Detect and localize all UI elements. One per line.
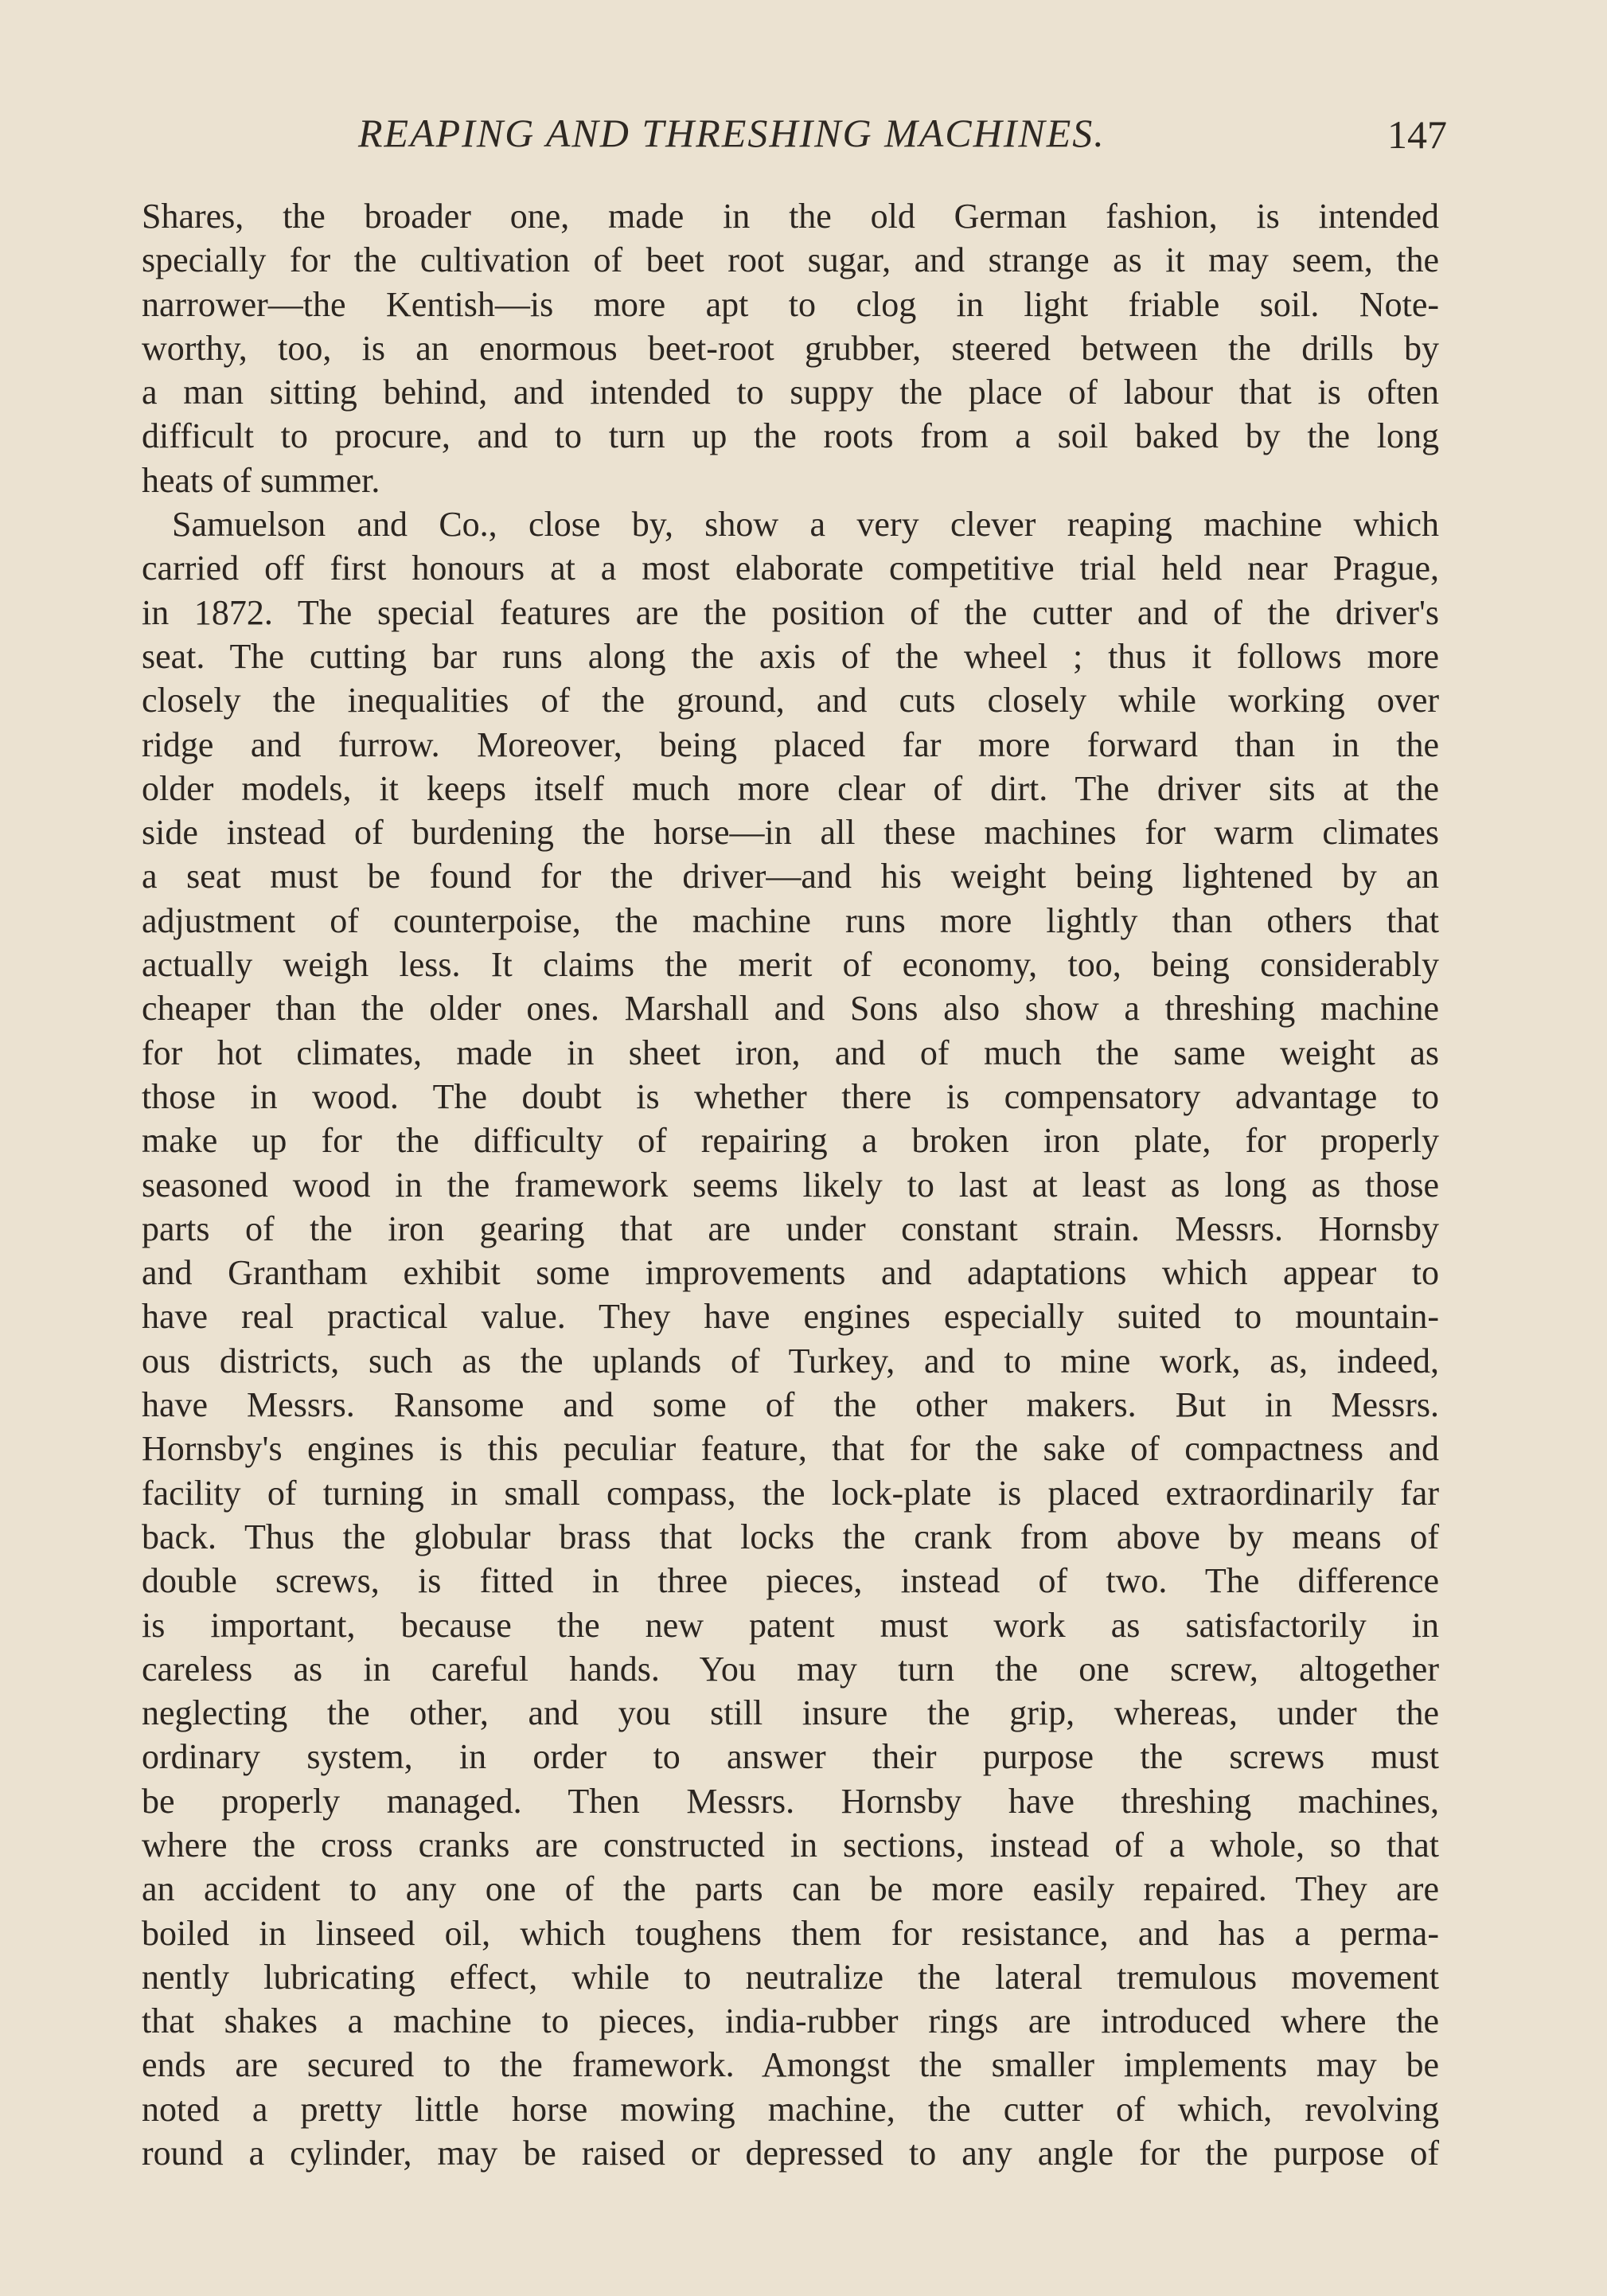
text-line: ous districts, such as the uplands of Turkey, and to mine work, as, indeed, (142, 1341, 1439, 1380)
text-line: difficult to procure, and to turn up the roots from a soil baked by the long (142, 416, 1439, 456)
text-line: closely the inequalities of the ground, and cuts closely while working over (142, 681, 1439, 720)
text-line: round a cylinder, may be raised or depressed to any angle for the purpose of (142, 2134, 1439, 2173)
text-line: seasoned wood in the framework seems likely to last at least as long as those (142, 1165, 1439, 1205)
text-line: nently lubricating effect, while to neutralize the lateral tremulous movement (142, 1957, 1439, 1997)
text-line: ridge and furrow. Moreover, being placed far more forward than in the (142, 724, 1439, 764)
text-line: ordinary system, in order to answer their purpose the screws must (142, 1737, 1439, 1777)
text-line: be properly managed. Then Messrs. Hornsby have threshing machines, (142, 1781, 1439, 1821)
text-line: is important, because the new patent must work as satisfactorily in (142, 1605, 1439, 1645)
text-line: noted a pretty little horse mowing machine, the cutter of which, revolving (142, 2089, 1439, 2129)
text-line: where the cross cranks are constructed in sections, instead of a whole, so that (142, 1825, 1439, 1865)
text-line: have real practical value. They have engines especially suited to mountain- (142, 1297, 1439, 1337)
text-line: neglecting the other, and you still insure the grip, whereas, under the (142, 1693, 1439, 1733)
text-line: Shares, the broader one, made in the old German fashion, is intended (142, 197, 1439, 236)
text-line: carried off first honours at a most elaborate competitive trial held near Prague, (142, 549, 1439, 588)
text-line: back. Thus the globular brass that locks the crank from above by means of (142, 1517, 1439, 1556)
text-line: cheaper than the older ones. Marshall and Sons also show a threshing machine (142, 989, 1439, 1029)
text-line: worthy, too, is an enormous beet-root grubber, steered between the drills by (142, 328, 1439, 368)
text-line: a man sitting behind, and intended to suppy the place of labour that is often (142, 373, 1439, 412)
page-number: 147 (1387, 112, 1447, 157)
text-line: specially for the cultivation of beet root sugar, and strange as it may seem, the (142, 240, 1439, 280)
text-line: boiled in linseed oil, which toughens them for resistance, and has a perma- (142, 1913, 1439, 1953)
text-line: heats of summer. (142, 460, 380, 500)
text-line: in 1872. The special features are the position of the cutter and of the driver's (142, 592, 1439, 632)
text-line: Hornsby's engines is this peculiar feature, that for the sake of compactness and (142, 1429, 1439, 1469)
text-line: and Grantham exhibit some improvements and adaptations which appear to (142, 1253, 1439, 1293)
body-text (142, 194, 1439, 2175)
text-line: older models, it keeps itself much more clear of dirt. The driver sits at the (142, 768, 1439, 808)
text-line: narrower—the Kentish—is more apt to clog in light friable soil. Note- (142, 284, 1439, 324)
text-line: actually weigh less. It claims the merit of economy, too, being considerably (142, 945, 1439, 985)
text-line: double screws, is fitted in three pieces, instead of two. The difference (142, 1561, 1439, 1601)
text-line: an accident to any one of the parts can be more easily repaired. They are (142, 1869, 1439, 1909)
text-line: side instead of burdening the horse—in all these machines for warm climates (142, 813, 1439, 853)
text-line: have Messrs. Ransome and some of the other makers. But in Messrs. (142, 1385, 1439, 1425)
text-line: ends are secured to the framework. Amongst the smaller implements may be (142, 2045, 1439, 2085)
text-line: those in wood. The doubt is whether there is compensatory advantage to (142, 1076, 1439, 1116)
running-head (142, 110, 1447, 166)
text-line: careless as in careful hands. You may turn the one screw, altogether (142, 1649, 1439, 1689)
text-line: parts of the iron gearing that are under constant strain. Messrs. Hornsby (142, 1209, 1439, 1248)
text-line: a seat must be found for the driver—and his weight being lightened by an (142, 857, 1439, 896)
text-line: that shakes a machine to pieces, india-rubber rings are introduced where the (142, 2001, 1439, 2041)
text-line: seat. The cutting bar runs along the axis of the wheel ; thus it follows more (142, 636, 1439, 676)
text-line: facility of turning in small compass, the lock-plate is placed extraordinarily far (142, 1473, 1439, 1513)
text-line: adjustment of counterpoise, the machine runs more lightly than others that (142, 900, 1439, 940)
text-line: make up for the difficulty of repairing a broken iron plate, for properly (142, 1121, 1439, 1161)
running-title: REAPING AND THRESHING MACHINES. (358, 111, 1106, 155)
text-line: for hot climates, made in sheet iron, and of much the same weight as (142, 1033, 1439, 1072)
paragraph-start-line: Samuelson and Co., close by, show a very clever reaping machine which (172, 505, 1439, 545)
